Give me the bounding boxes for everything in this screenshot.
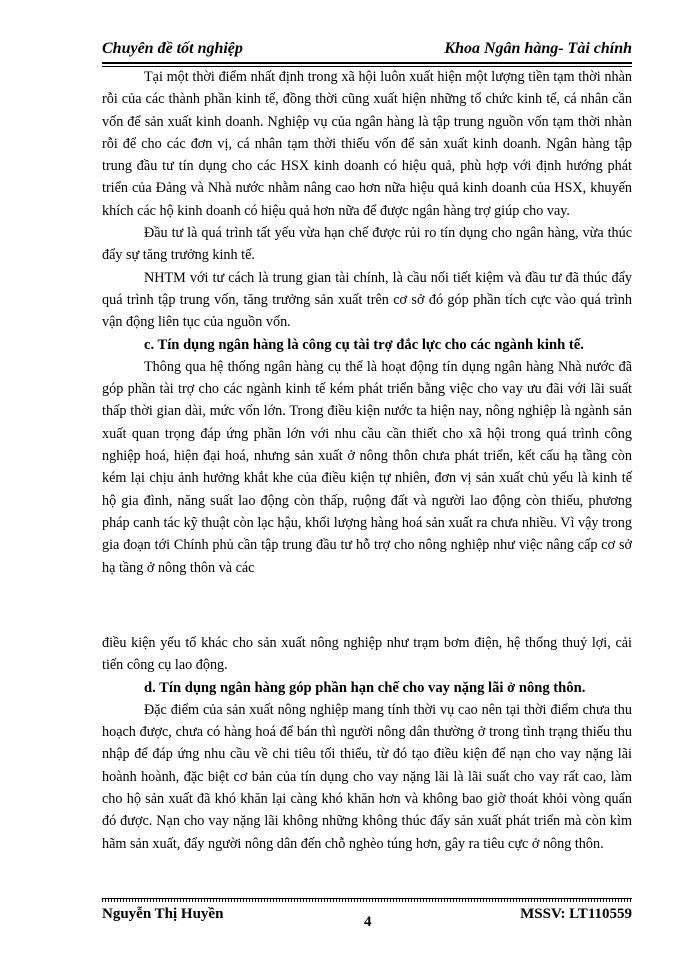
- footer-author: Nguyễn Thị Huyền: [102, 906, 224, 922]
- header-faculty: Khoa Ngân hàng- Tài chính: [444, 40, 632, 57]
- page-footer: [102, 906, 632, 930]
- page-number: 4: [364, 914, 372, 930]
- section-heading-c: c. Tín dụng ngân hàng là công cụ tài trợ đắc lực cho các ngành kinh tế.: [144, 336, 584, 353]
- paragraph-2: Đầu tư là quá trình tất yếu vừa hạn chế được rủi ro tín dụng cho ngân hàng, vừa thúc đẩy sự tăng trưởng kinh tế.: [102, 225, 632, 264]
- footer-rule: [102, 898, 632, 902]
- body-section-top: [102, 66, 632, 579]
- footer-student-id: MSSV: LT110559: [520, 906, 632, 922]
- body-section-bottom: [102, 632, 632, 855]
- paragraph-3: NHTM với tư cách là trung gian tài chính, là cầu nối tiết kiệm và đầu tư đã thúc đẩy quá trình tập trung vốn, tăng trưởng sản xuất trên cơ sở đó góp phần tích cực vào quá trình vận động liên tục của nguồn vốn.: [102, 269, 632, 331]
- paragraph-5: điều kiện yếu tố khác cho sản xuất nông nghiệp như trạm bơm điện, hệ thống thuỷ lợi, cải tiến công cụ lao động.: [102, 635, 632, 674]
- page-header: [102, 40, 632, 62]
- paragraph-1: Tại một thời điểm nhất định trong xã hội luôn xuất hiện một lượng tiền tạm thời nhàn rỗi của các thành phần kinh tế, đồng thời cũng xuất hiện những tổ chức kinh tế, cá nhân cần vốn để sản xuất kinh doanh. Nghiệp vụ của ngân hàng là tập trung nguồn vốn tạm thời nhàn rỗi để cho các đơn vị, cá nhân tạm thời thiếu vốn để sản xuất kinh doanh. Ngân hàng tập trung đầu tư tín dụng cho các HSX kinh doanh có hiệu quả, phù hợp với định hướng phát triển của Đảng và Nhà nước nhằm nâng cao hơn nữa hiệu quả kinh doanh của HSX, khuyến khích các hộ kinh doanh có hiệu quả hơn nữa để được ngân hàng trợ giúp cho vay.: [102, 69, 632, 219]
- paragraph-4: Thông qua hệ thống ngân hàng cụ thể là hoạt động tín dụng ngân hàng Nhà nước đã góp phần tài trợ cho các ngành kinh tế kém phát triển bằng việc cho vay ưu đãi với lãi suất thấp thời gian dài, mức vốn lớn. Trong điều kiện nước ta hiện nay, nông nghiệp là ngành sản xuất quan trọng đáp ứng phần lớn với nhu cầu cần thiết cho xã hội trong quá trình công nghiệp hoá, hiện đại hoá, nhưng sản xuất ở nông thôn chưa phát triển, kết cấu hạ tầng còn kém lại chịu ảnh hưởng khắt khe của điều kiện tự nhiên, đơn vị sản xuất chủ yếu là kinh tế hộ gia đình, năng suất lao động còn thấp, ruộng đất và người lao động còn thiếu, phương pháp canh tác kỹ thuật còn lạc hậu, khối lượng hàng hoá sản xuất ra chưa nhiều. Vì vậy trong gia đoạn tới Chính phủ cần tập trung đầu tư hỗ trợ cho nông nghiệp như việc nâng cấp cơ sở hạ tầng ở nông thôn và các: [102, 358, 632, 576]
- section-heading-d: d. Tín dụng ngân hàng góp phần hạn chế cho vay nặng lãi ở nông thôn.: [144, 679, 586, 696]
- header-title: Chuyên đề tốt nghiệp: [102, 40, 243, 57]
- paragraph-6: Đặc điểm của sản xuất nông nghiệp mang tính thời vụ cao nên tại thời điểm chưa thu hoạch được, chưa có hàng hoá để bán thì người nông dân thường ở trong tình trạng thiếu thu nhập để đáp ứng nhu cầu về chi tiêu tối thiểu, từ đó tạo điều kiện để nạn cho vay nặng lãi hoành hoành, đặc biệt cơ bản của tín dụng cho vay nặng lãi là lãi suất cho vay rất cao, làm cho hộ sản xuất đã khó khăn lại càng khó khăn hơn và không bao giờ thoát khỏi vòng quẩn đó được. Nạn cho vay nặng lãi không những không thúc đẩy sản xuất phát triển mà còn kìm hãm sản xuất, đẩy người nông dân đến chỗ nghèo túng hơn, gây ra tiêu cực ở nông thôn.: [102, 701, 632, 852]
